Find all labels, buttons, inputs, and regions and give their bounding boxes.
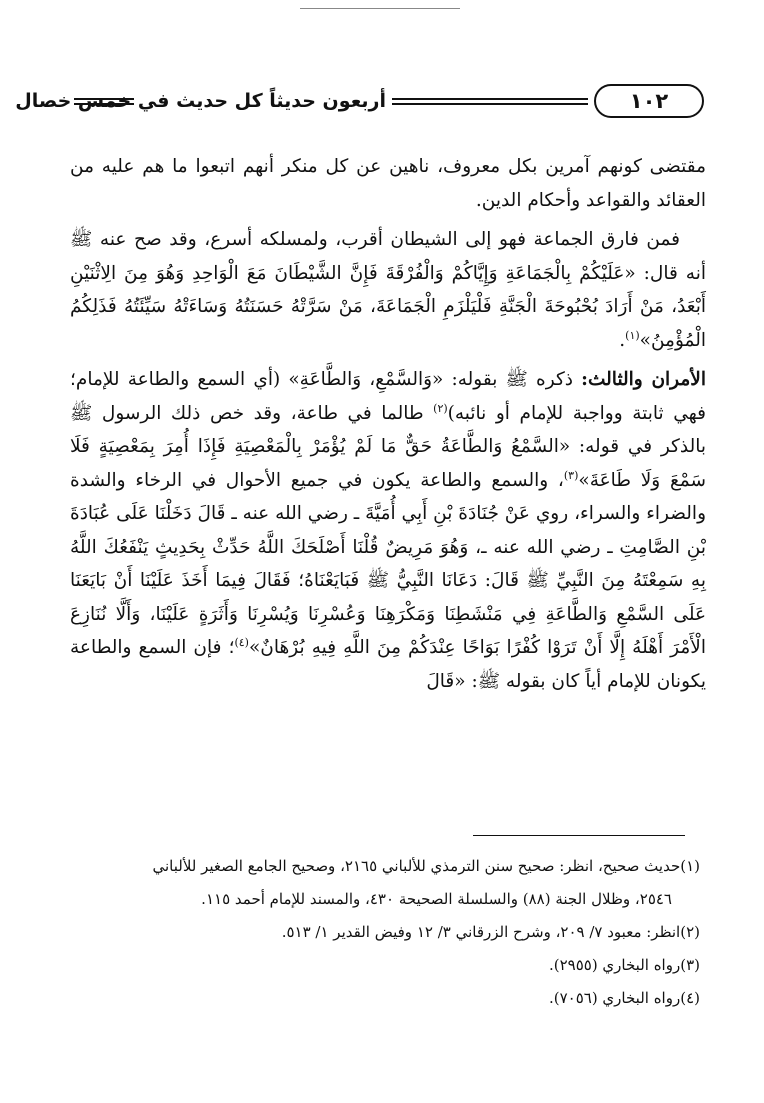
paragraph-3-part-b: طالما في طاعة، وقد خص ذلك الرسول ﷺ بالذكر في قوله: «السَّمْعُ وَالطَّاعَةُ حَقٌّ مَا لَمْ يُؤْمَرْ بِالْمَعْصِيَةِ فَإِذَا أُمِرَ بِمَعْصِيَةٍ فَلَا سَمْعَ وَلَا طَاعَةَ» (70, 402, 706, 491)
book-title: أربعون حديثاً كل حديث في خمس خصال (15, 90, 386, 112)
footnote-ref-3: (٣) (563, 468, 579, 482)
paragraph-3-part-d: ؛ فإن السمع والطاعة يكونان للإمام أياً كان بقوله ﷺ: «قَالَ (70, 637, 706, 692)
page-header (15, 84, 710, 120)
page-number: ١٠٢ (594, 84, 704, 118)
section-lead: الأمران والثالث: (581, 369, 706, 390)
paragraph-3 (70, 363, 706, 698)
footnote-divider (473, 835, 685, 836)
header-rule-right (392, 98, 588, 105)
footnote-1: (١)حديث صحيح، انظر: صحيح سنن الترمذي للألباني ٢١٦٥، وصحيح الجامع الصغير للألباني (152, 857, 700, 875)
main-text (70, 150, 706, 700)
paragraph-3-part-a: ذكره ﷺ بقوله: «وَالسَّمْعِ، وَالطَّاعَةِ» (أي السمع والطاعة للإمام؛ فهي ثابتة وواجبة للإمام أو نائبه) (70, 369, 706, 424)
paragraph-2 (70, 223, 706, 357)
footnote-2: (٢)انظر: معبود ٧/ ٢٠٩، وشرح الزرقاني ٣/ ١٢ وفيض القدير ١/ ٥١٣. (281, 923, 700, 941)
top-scan-rule (300, 8, 460, 9)
footnote-ref-2: (٢) (433, 401, 448, 415)
footnote-ref-1: (١) (625, 328, 640, 342)
footnotes (60, 850, 700, 1015)
footnote-ref-4: (٤) (234, 635, 249, 649)
paragraph-3-part-c: ، والسمع والطاعة يكون في جميع الأحوال في الرخاء والشدة والضراء والسراء، روي عَنْ جُنَادَةَ بْنِ أَبِي أُمَيَّةَ ـ رضي الله عنه ـ قَالَ دَخَلْنَا عَلَى عُبَادَةَ بْنِ الصَّامِتِ ـ رضي الله عنه ـ، وَهُوَ مَرِيضٌ قُلْنَا أَصْلَحَكَ اللَّهُ حَدِّثْ بِحَدِيثٍ يَنْفَعُكَ اللَّهُ بِهِ سَمِعْتَهُ مِنَ النَّبِيِّ ﷺ قَالَ: دَعَانَا النَّبِيُّ ﷺ فَبَايَعْنَاهُ؛ فَقَالَ فِيمَا أَخَذَ عَلَيْنَا أَنْ بَايَعَنَا عَلَى السَّمْعِ وَالطَّاعَةِ فِي مَنْشَطِنَا وَمَكْرَهِنَا وَعُسْرِنَا وَيُسْرِنَا وَأَثَرَةٍ عَلَيْنَا، وَأَلَّا نُنَازِعَ الْأَمْرَ أَهْلَهُ إِلَّا أَنْ تَرَوْا كُفْرًا بَوَاحًا عِنْدَكُمْ مِنَ اللَّهِ فِيهِ بُرْهَانٌ» (70, 469, 706, 658)
paragraph-1: مقتضى كونهم آمرين بكل معروف، ناهين عن كل منكر أنهم اتبعوا ما هم عليه من العقائد والقواعد وأحكام الدين. (70, 156, 706, 211)
footnote-3: (٣)رواه البخاري (٢٩٥٥). (548, 956, 700, 974)
footnote-4: (٤)رواه البخاري (٧٠٥٦). (548, 989, 700, 1007)
paragraph-2-text: فمن فارق الجماعة فهو إلى الشيطان أقرب، ولمسلكه أسرع، وقد صح عنه ﷺ أنه قال: «عَلَيْكُمْ بِالْجَمَاعَةِ وَإِيَّاكُمْ وَالْفُرْقَةَ فَإِنَّ الشَّيْطَانَ مَعَ الْوَاحِدِ وَهُوَ مِنَ الِاثْنَيْنِ أَبْعَدُ، مَنْ أَرَادَ بُحْبُوحَةَ الْجَنَّةِ فَلْيَلْزَمِ الْجَمَاعَةَ، مَنْ سَرَّتْهُ حَسَنَتُهُ وَسَاءَتْهُ سَيِّئَتُهُ فَذَلِكُمُ الْمُؤْمِنُ» (70, 229, 706, 351)
footnote-1-continued: ٢٥٤٦، وظلال الجنة (٨٨) والسلسلة الصحيحة ٤٣٠، والمسند للإمام أحمد ١١٥. (201, 890, 672, 908)
paragraph-2-end: . (619, 329, 626, 351)
